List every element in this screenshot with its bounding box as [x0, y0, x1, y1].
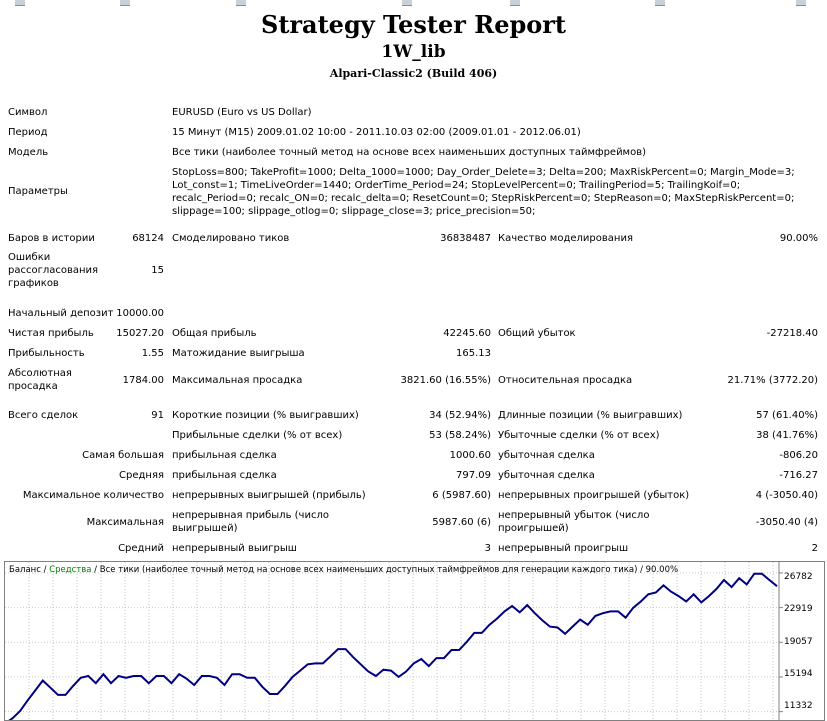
avg-consecutive-wins-value: 3: [484, 543, 491, 554]
params-value: StopLoss=800; TakeProfit=1000; Delta_1000=1000; Day_Order_Delete=3; Delta=200; MaxRiskPercent=0; Margin_Mode=3; Lot_const=1; TimeLiveOrder=1440; OrderTime_Period=24; StopLevelPercent=0; TrailingPeriod=5; TrailingKoif=0; recalc_Period=0; recalc_ON=0; recalc_delta=0; ResetCount=0; StepRiskPercent=0; StepReason=0; MaxStepRiskPercent=0; slippage=100; slippage_otlog=0; slippage_close=3; price_precision=50;: [172, 167, 795, 217]
period-value: 15 Минут (M15) 2009.01.02 10:00 - 2011.10.03 02:00 (2009.01.01 - 2012.06.01): [172, 127, 581, 138]
max-consecutive-losses-value: 4 (-3050.40): [755, 490, 818, 501]
largest-label: Самая большая: [82, 450, 164, 461]
max-consecutive-wins-value: 6 (5987.60): [432, 490, 491, 501]
quality-label: Качество моделирования: [498, 233, 633, 244]
gross-loss-label: Общий убыток: [498, 328, 576, 339]
loss-trades-label: Убыточные сделки (% от всех): [498, 430, 660, 441]
profit-factor-value: 1.55: [141, 348, 164, 359]
maximal-drawdown-value: 3821.60 (16.55%): [400, 375, 491, 386]
max-consecutive-loss-label: непрерывный убыток (число проигрышей): [498, 510, 650, 534]
relative-drawdown-value: 21.71% (3772.20): [727, 375, 818, 386]
symbol-value: EURUSD (Euro vs US Dollar): [172, 107, 312, 118]
short-positions-value: 34 (52.94%): [429, 410, 491, 421]
relative-drawdown-label: Относительная просадка: [498, 375, 633, 386]
y-tick-label: 19057: [784, 637, 813, 647]
long-positions-value: 57 (61.40%): [756, 410, 818, 421]
gross-loss-value: -27218.40: [766, 328, 818, 339]
expected-payoff-value: 165.13: [456, 348, 491, 359]
legend-description: / Все тики (наиболее точный метод на основе всех наименьших доступных таймфреймов для генерации каждого тика) / 90.00%: [91, 565, 679, 575]
balance-chart: [4, 561, 825, 721]
avg-consecutive-losses-label: непрерывный проигрыш: [498, 543, 629, 554]
net-profit-label: Чистая прибыль: [8, 328, 94, 339]
legend-separator: /: [40, 565, 50, 575]
max-consecutive-profit-value: 5987.60 (6): [432, 517, 491, 528]
average-label: Средняя: [119, 470, 164, 481]
net-profit-value: 15027.20: [116, 328, 164, 339]
max-consecutive-profit-label: непрерывная прибыль (число выигрышей): [172, 510, 329, 534]
ticks-value: 36838487: [440, 233, 491, 244]
chart-legend: [9, 565, 678, 575]
model-label: Модель: [8, 147, 49, 158]
model-value: Все тики (наиболее точный метод на основе всех наименьших доступных таймфреймов): [172, 147, 647, 158]
deposit-value: 10000.00: [116, 308, 164, 319]
balance-line: [5, 574, 777, 720]
largest-loss-label: убыточная сделка: [498, 450, 595, 461]
errors-label: Ошибки рассогласования графиков: [8, 252, 99, 289]
legend-equity: Средства: [49, 565, 92, 575]
profit-trades-value: 53 (58.24%): [429, 430, 491, 441]
average-loss-label: убыточная сделка: [498, 470, 595, 481]
profit-factor-label: Прибыльность: [8, 348, 85, 359]
max-consecutive-losses-label: непрерывных проигрышей (убыток): [498, 490, 690, 501]
gross-profit-value: 42245.60: [443, 328, 491, 339]
balance-chart-svg: [5, 562, 824, 720]
average-profit-value: 797.09: [456, 470, 491, 481]
avg-consecutive-losses-value: 2: [811, 543, 818, 554]
ticks-label: Смоделировано тиков: [172, 233, 290, 244]
gross-profit-label: Общая прибыль: [172, 328, 257, 339]
y-tick-label: 15194: [784, 669, 813, 679]
expert-name: 1W_lib: [381, 42, 446, 62]
profit-trades-label: Прибыльные сделки (% от всех): [172, 430, 343, 441]
total-trades-label: Всего сделок: [8, 410, 79, 421]
quality-value: 90.00%: [779, 233, 818, 244]
max-count-label: Максимальное количество: [22, 490, 164, 501]
symbol-label: Символ: [8, 107, 48, 118]
bars-label: Баров в истории: [8, 233, 95, 244]
legend-balance: Баланс: [9, 565, 41, 575]
loss-trades-value: 38 (41.76%): [756, 430, 818, 441]
y-tick-label: 11332: [784, 701, 813, 711]
maximal-label: Максимальная: [86, 517, 164, 528]
largest-profit-value: 1000.60: [449, 450, 491, 461]
largest-profit-label: прибыльная сделка: [172, 450, 277, 461]
max-consecutive-loss-value: -3050.40 (4): [755, 517, 818, 528]
bars-value: 68124: [132, 233, 164, 244]
absolute-drawdown-label: Абсолютная просадка: [8, 368, 72, 392]
long-positions-label: Длинные позиции (% выигравших): [498, 410, 683, 421]
expected-payoff-label: Матожидание выигрыша: [172, 348, 305, 359]
y-tick-label: 26782: [784, 572, 813, 582]
params-label: Параметры: [8, 186, 68, 197]
server-name: Alpari-Classic2 (Build 406): [329, 67, 498, 80]
largest-loss-value: -806.20: [779, 450, 818, 461]
avg-consecutive-wins-label: непрерывный выигрыш: [172, 543, 297, 554]
absolute-drawdown-value: 1784.00: [122, 375, 164, 386]
average-loss-value: -716.27: [779, 470, 818, 481]
max-consecutive-wins-label: непрерывных выигрышей (прибыль): [172, 490, 366, 501]
chart-grid: [5, 562, 777, 720]
total-trades-value: 91: [151, 410, 164, 421]
y-tick-label: 22919: [784, 604, 813, 614]
errors-value: 15: [151, 265, 164, 276]
short-positions-label: Короткие позиции (% выигравших): [172, 410, 359, 421]
period-label: Период: [8, 127, 48, 138]
avg-consecutive-label: Средний: [118, 543, 164, 554]
window-edge-marks: [0, 0, 827, 8]
maximal-drawdown-label: Максимальная просадка: [172, 375, 303, 386]
report-title: Strategy Tester Report: [260, 10, 567, 39]
average-profit-label: прибыльная сделка: [172, 470, 277, 481]
deposit-label: Начальный депозит: [8, 308, 114, 319]
